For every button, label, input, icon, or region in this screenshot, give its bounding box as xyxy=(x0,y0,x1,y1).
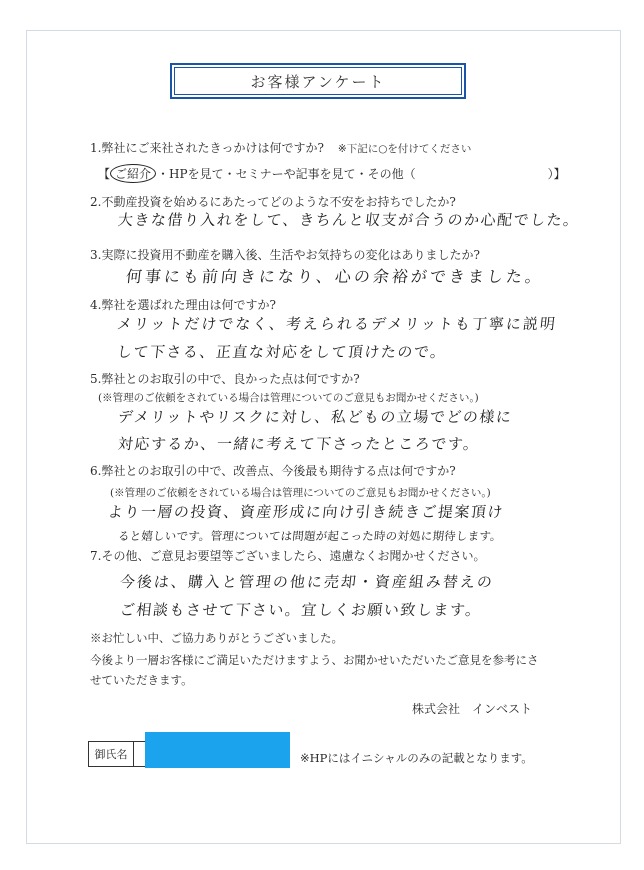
question-6 xyxy=(90,462,456,479)
company-name: 株式会社 インベスト xyxy=(412,702,533,716)
survey-title-text: お客様アンケート xyxy=(250,72,386,91)
answer-7-line-2: ご相談もさせて下さい。宜しくお願い致します。 xyxy=(119,601,483,619)
other-options: ・HPを見て・セミナーや記事を見て・その他（ ） xyxy=(157,167,554,181)
question-5 xyxy=(90,370,360,387)
bracket-open: 【 xyxy=(98,167,111,181)
footer-line-2: 今後より一層お客様にご満足いただけますよう、お聞かせいただいたご意見を参考にさ xyxy=(90,653,539,667)
answer-2-line-1: 大きな借り入れをして、きちんと収支が合うのか心配でした。 xyxy=(117,211,581,229)
answer-3-line-1: 何事にも前向きになり、心の余裕ができました。 xyxy=(124,267,545,286)
question-6-text: 6.弊社とのお取引の中で、改善点、今後最も期待する点は何ですか? xyxy=(90,464,456,478)
question-3-text: 3.実際に投資用不動産を購入後、生活やお気持ちの変化はありましたか? xyxy=(90,248,480,262)
question-5-text: 5.弊社とのお取引の中で、良かった点は何ですか? xyxy=(90,372,360,386)
answer-6-line-2: ると嬉しいです。管理については問題が起こった時の対処に期待します。 xyxy=(117,529,503,543)
management-note-6: (※管理のご依頼をされている場合は管理についてのご意見もお聞かせください。) xyxy=(110,487,491,499)
answer-4-line-2: して下さる、正直な対応をして頂けたので。 xyxy=(116,343,448,361)
management-note-5: (※管理のご依頼をされている場合は管理についてのご意見もお聞かせください。) xyxy=(98,392,479,404)
question-4-text: 4.弊社を選ばれた理由は何ですか? xyxy=(90,298,276,312)
question-1-text: 1.弊社にご来社されたきっかけは何ですか? xyxy=(90,141,324,155)
answer-7-line-1: 今後は、購入と管理の他に売却・資産組み替えの xyxy=(119,573,495,591)
name-label: 御氏名 xyxy=(89,742,134,766)
circled-option-referral: ご紹介 xyxy=(110,164,156,183)
survey-title xyxy=(170,63,466,99)
question-1-options xyxy=(98,164,566,183)
footer-line-3: せていただきます。 xyxy=(90,673,193,687)
question-4 xyxy=(90,296,276,313)
question-2-text: 2.不動産投資を始めるにあたってどのような不安をお持ちでしたか? xyxy=(90,195,456,209)
thanks-note: ※お忙しい中、ご協力ありがとうございました。 xyxy=(90,631,343,645)
name-redaction xyxy=(145,732,290,768)
answer-4-line-1: メリットだけでなく、考えられるデメリットも丁寧に説明 xyxy=(116,315,558,333)
question-7-text: 7.その他、ご意見お要望等ございましたら、遠慮なくお聞かせください。 xyxy=(90,549,486,563)
question-1 xyxy=(90,139,471,156)
question-3 xyxy=(90,246,480,263)
question-7 xyxy=(90,547,485,564)
bracket-close: 】 xyxy=(553,167,566,181)
question-1-note: ※下記に○を付けてください xyxy=(337,143,472,155)
answer-6-line-1: より一層の投資、資産形成に向け引き続きご提案頂け xyxy=(107,503,505,521)
answer-5-line-1: デメリットやリスクに対し、私どもの立場でどの様に xyxy=(117,408,514,426)
question-2 xyxy=(90,193,456,210)
answer-5-line-2: 対応するか、一緒に考えて下さったところです。 xyxy=(117,435,481,453)
hp-initials-note: ※HPにはイニシャルのみの記載となります。 xyxy=(300,751,533,765)
